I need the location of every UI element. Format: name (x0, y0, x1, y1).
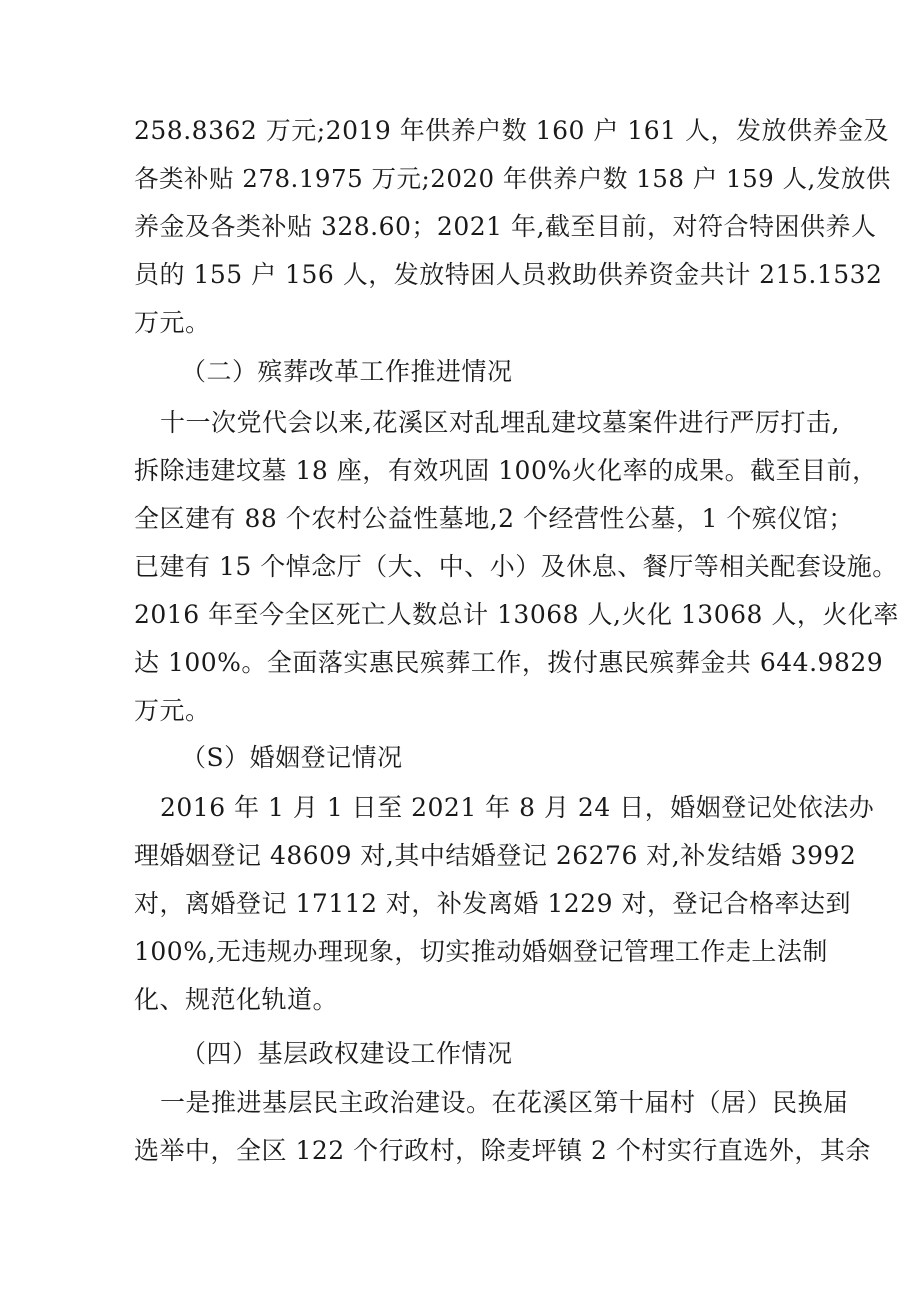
section-heading: （S）婚姻登记情况 (181, 743, 403, 772)
section-heading: （二）殡葬改革工作推进情况 (181, 357, 513, 386)
paragraph-line: 2016 年至今全区死亡人数总计 13068 人,火化 13068 人，火化率 (134, 600, 899, 629)
paragraph-line: 达 100%。全面落实惠民殡葬工作，拨付惠民殡葬金共 644.9829 (134, 648, 884, 677)
paragraph-line: 化、规范化轨道。 (134, 985, 339, 1014)
paragraph-line: 选举中，全区 122 个行政村，除麦坪镇 2 个村实行直选外，其余 (134, 1136, 871, 1165)
paragraph-line: 对，离婚登记 17112 对，补发离婚 1229 对，登记合格率达到 (134, 889, 851, 918)
paragraph-line: 258.8362 万元;2019 年供养户数 160 户 161 人，发放供养金及 (134, 116, 889, 145)
paragraph-line: 全区建有 88 个农村公益性墓地,2 个经营性公墓，1 个殡仪馆； (134, 504, 854, 533)
paragraph-line: 已建有 15 个悼念厅（大、中、小）及休息、餐厅等相关配套设施。 (134, 552, 898, 581)
section-heading: （四）基层政权建设工作情况 (181, 1039, 513, 1068)
paragraph-line: 拆除违建坟墓 18 座，有效巩固 100%火化率的成果。截至目前， (134, 456, 878, 485)
paragraph-line: 2016 年 1 月 1 日至 2021 年 8 月 24 日，婚姻登记处依法办 (160, 793, 875, 822)
paragraph-line: 理婚姻登记 48609 对,其中结婚登记 26276 对,补发结婚 3992 (134, 841, 857, 870)
paragraph-line: 100%,无违规办理现象，切实推动婚姻登记管理工作走上法制 (134, 937, 828, 966)
paragraph-line: 万元。 (134, 696, 211, 725)
paragraph-line: 各类补贴 278.1975 万元;2020 年供养户数 158 户 159 人,发放供 (134, 164, 891, 193)
paragraph-line: 万元。 (134, 308, 211, 337)
paragraph-line: 一是推进基层民主政治建设。在花溪区第十届村（居）民换届 (160, 1088, 849, 1117)
paragraph-line: 十一次党代会以来,花溪区对乱埋乱建坟墓案件进行严厉打击, (160, 408, 840, 437)
paragraph-line: 养金及各类补贴 328.60；2021 年,截至目前，对符合特困供养人 (134, 212, 877, 241)
paragraph-line: 员的 155 户 156 人，发放特困人员救助供养资金共计 215.1532 (134, 260, 883, 289)
